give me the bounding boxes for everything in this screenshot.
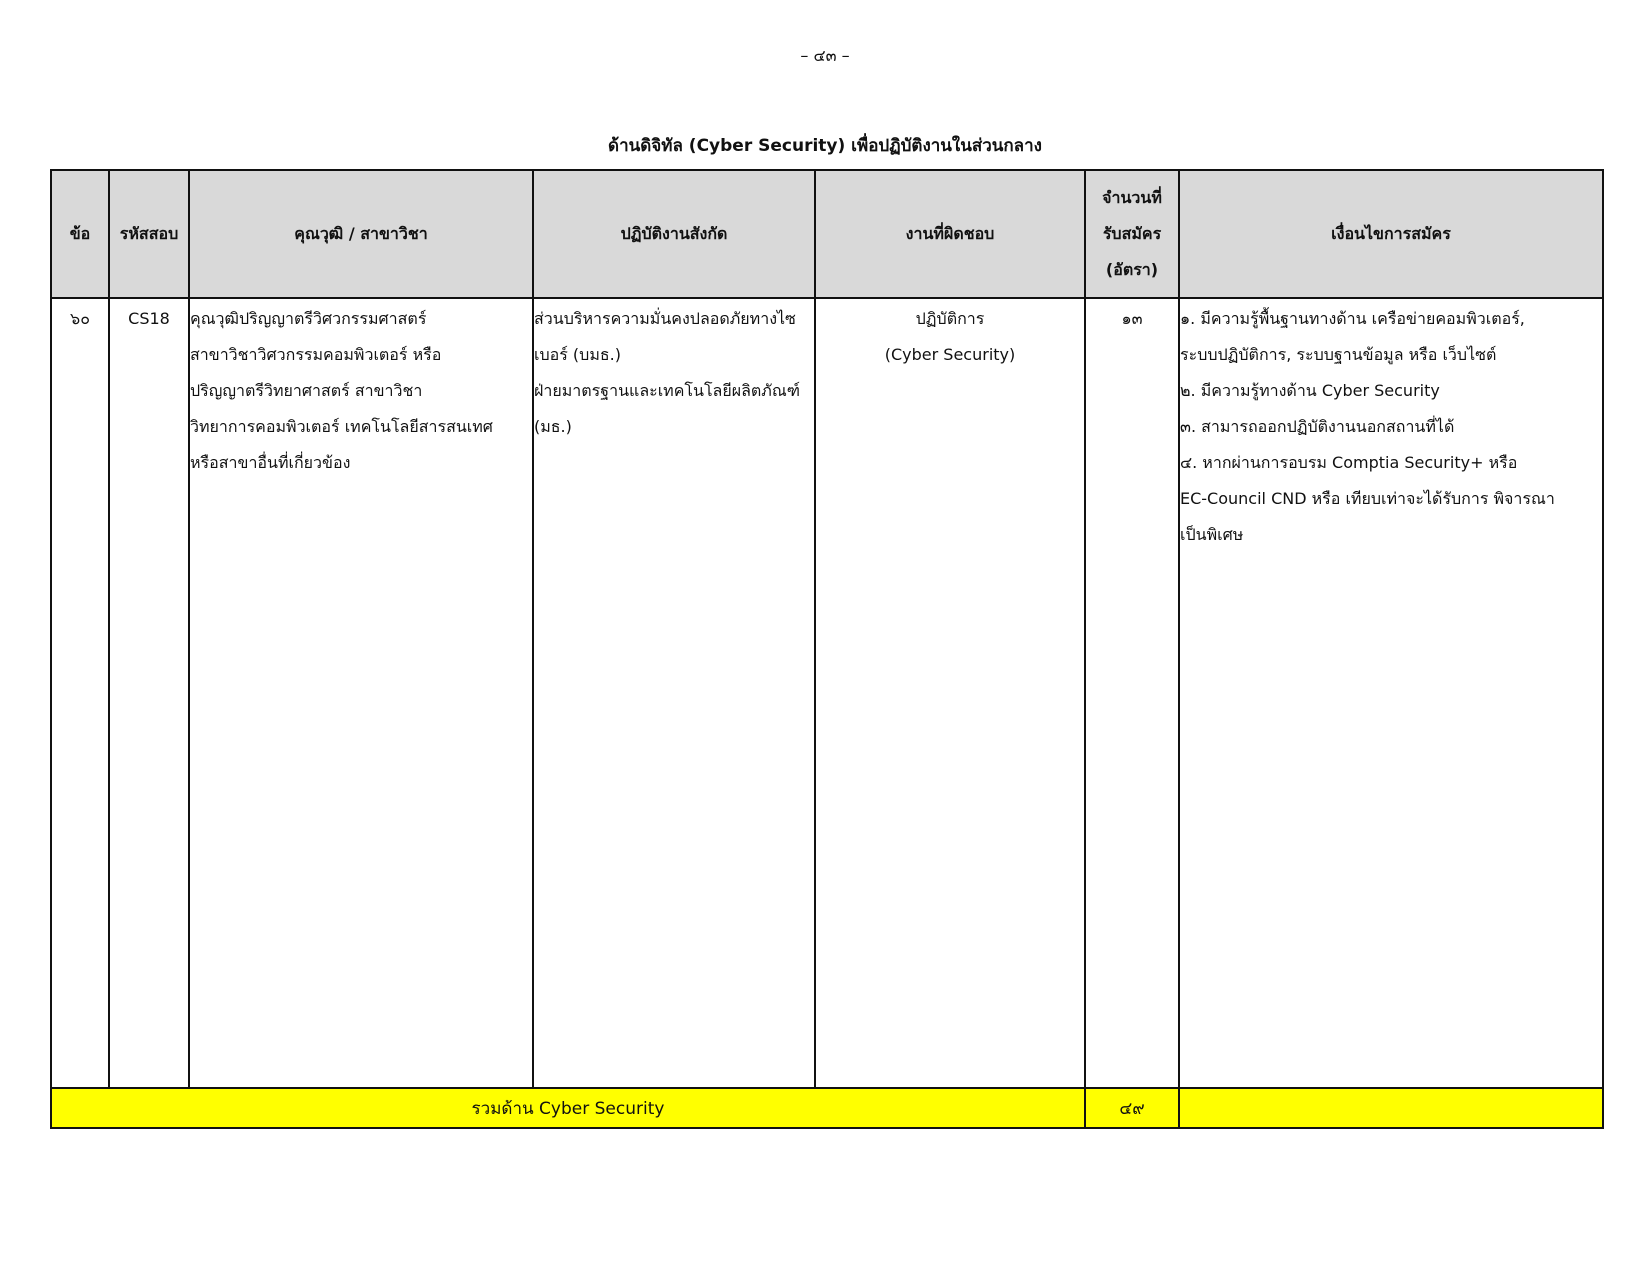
cell-no: ๖๐: [51, 298, 109, 1088]
header-qualification: คุณวุฒิ / สาขาวิชา: [189, 170, 533, 298]
header-count-line: จำนวนที่: [1102, 188, 1162, 207]
unit-line: เบอร์ (บมธ.): [534, 345, 621, 364]
header-no: ข้อ: [51, 170, 109, 298]
table-header-row: [51, 170, 1603, 298]
qualification-line: วิทยาการคอมพิวเตอร์ เทคโนโลยีสารสนเทศ: [190, 417, 493, 436]
cell-code: CS18: [109, 298, 189, 1088]
header-code: รหัสสอบ: [109, 170, 189, 298]
total-row: [51, 1088, 1603, 1128]
cell-job: [815, 298, 1085, 1088]
qualification-line: ปริญญาตรีวิทยาศาสตร์ สาขาวิชา: [190, 381, 423, 400]
condition-line: ระบบปฏิบัติการ, ระบบฐานข้อมูล หรือ เว็บไซต์: [1180, 345, 1497, 364]
job-line: ปฏิบัติการ: [915, 309, 985, 328]
total-count: ๔๙: [1085, 1088, 1179, 1128]
condition-line: ๒. มีความรู้ทางด้าน Cyber Security: [1180, 381, 1440, 400]
total-conditions: [1179, 1088, 1603, 1128]
condition-line: EC-Council CND หรือ เทียบเท่าจะได้รับการ พิจารณา: [1180, 489, 1555, 508]
cell-unit: [533, 298, 815, 1088]
cell-qualification: [189, 298, 533, 1088]
header-count-line: รับสมัคร: [1102, 224, 1162, 243]
cell-count: ๑๓: [1085, 298, 1179, 1088]
unit-line: ส่วนบริหารความมั่นคงปลอดภัยทางไซ: [534, 309, 796, 328]
header-count-line: (อัตรา): [1105, 260, 1159, 279]
total-label: รวมด้าน Cyber Security: [51, 1088, 1085, 1128]
qualification-line: คุณวุฒิปริญญาตรีวิศวกรรมศาสตร์: [190, 309, 427, 328]
qualification-line: หรือสาขาอื่นที่เกี่ยวข้อง: [190, 453, 351, 472]
page-number: – ๔๓ –: [800, 46, 850, 65]
table-row: [51, 298, 1603, 1088]
qualification-line: สาขาวิชาวิศวกรรมคอมพิวเตอร์ หรือ: [190, 345, 442, 364]
positions-table: [50, 169, 1604, 1129]
condition-line: ๓. สามารถออกปฏิบัติงานนอกสถานที่ได้: [1180, 417, 1455, 436]
header-job: งานที่ผิดชอบ: [815, 170, 1085, 298]
job-line: (Cyber Security): [884, 345, 1016, 364]
condition-line: ๔. หากผ่านการอบรม Comptia Security+ หรือ: [1180, 453, 1518, 472]
document-title: ด้านดิจิทัล (Cyber Security) เพื่อปฏิบัติงานในส่วนกลาง: [608, 136, 1042, 156]
header-conditions: เงื่อนไขการสมัคร: [1179, 170, 1603, 298]
unit-line: (มธ.): [534, 417, 572, 436]
cell-conditions: [1179, 298, 1603, 1088]
header-count: [1085, 170, 1179, 298]
header-unit: ปฏิบัติงานสังกัด: [533, 170, 815, 298]
condition-line: เป็นพิเศษ: [1180, 525, 1244, 544]
unit-line: ฝ่ายมาตรฐานและเทคโนโลยีผลิตภัณฑ์: [534, 381, 800, 400]
condition-line: ๑. มีความรู้พื้นฐานทางด้าน เครือข่ายคอมพิวเตอร์,: [1180, 309, 1525, 328]
